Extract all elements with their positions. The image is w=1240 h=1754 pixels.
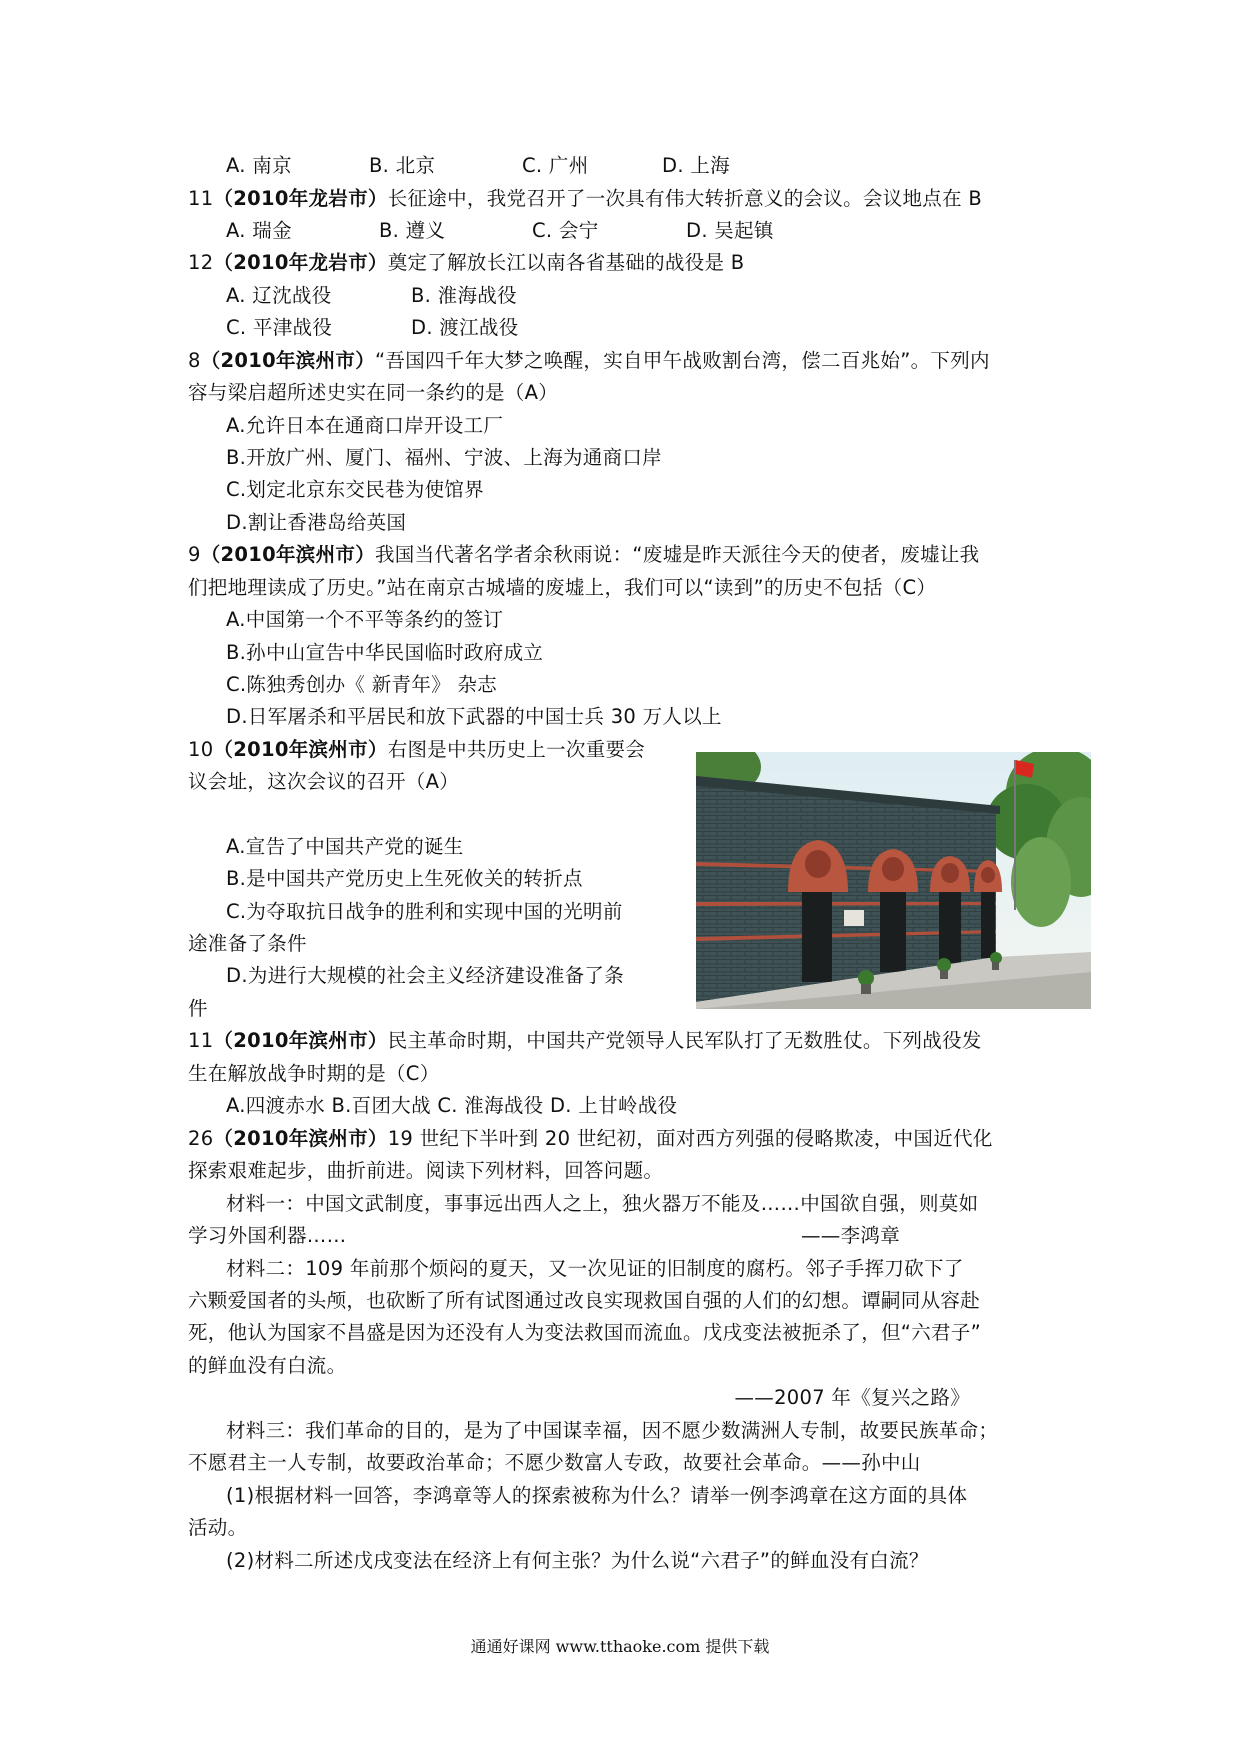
building-illustration — [696, 752, 1091, 1009]
option-d: D. 上海 — [662, 154, 730, 177]
material-2-line1: 材料二：109 年前那个烦闷的夏天，又一次见证的旧制度的腐朽。邻子手挥刀砍下了 — [226, 1257, 964, 1280]
material-1-author: ——李鸿章 — [801, 1224, 900, 1247]
q11-binzhou-stem1: 11（2010年滨州市）民主革命时期，中国共产党领导人民军队打了无数胜仗。下列战役发 — [188, 1029, 982, 1052]
q26-binzhou-stem1: 26（2010年滨州市）19 世纪下半叶到 20 世纪初，面对西方列强的侵略欺凌，中国近代化 — [188, 1127, 993, 1150]
q9-binzhou-stem2: 们把地理读成了历史。”站在南京古城墙的废墟上，我们可以“读到”的历史不包括（C） — [188, 576, 937, 599]
material-2-line2: 六颗爱国者的头颅，也砍断了所有试图通过改良实现救国自强的人们的幻想。谭嗣同从容赴 — [188, 1289, 981, 1312]
q11-binzhou-options: A.四渡赤水 B.百团大战 C. 淮海战役 D. 上甘岭战役 — [226, 1094, 678, 1117]
q8-option-b: B.开放广州、厦门、福州、宁波、上海为通商口岸 — [226, 446, 662, 469]
option-a: A. 南京 — [226, 154, 292, 177]
prev-options — [226, 154, 1106, 178]
material-2-source: ——2007 年《复兴之路》 — [734, 1386, 970, 1409]
option-b: B. 北京 — [369, 154, 436, 177]
q10-option-d: D.为进行大规模的社会主义经济建设准备了条 — [226, 964, 625, 987]
footer-download-note: 通通好课网 www.tthaoke.com 提供下载 — [470, 1637, 770, 1656]
q9-option-c: C.陈独秀创办《 新青年》 杂志 — [226, 673, 498, 696]
q8-binzhou-stem1: 8（2010年滨州市）“吾国四千年大梦之唤醒，实自甲午战败割台湾，偿二百兆始”。下列内 — [188, 349, 990, 372]
q8-binzhou-stem2: 容与梁启超所述史实在同一条约的是（A） — [188, 381, 559, 404]
q11-binzhou-stem2: 生在解放战争时期的是（C） — [188, 1062, 440, 1085]
meeting-site-photo — [696, 752, 1091, 1009]
material-2-line3: 死，他认为国家不昌盛是因为还没有人为变法救国而流血。戊戌变法被扼杀了，但“六君子” — [188, 1321, 982, 1344]
sub-question-2-line1: (2)材料二所述戊戌变法在经济上有何主张？为什么说“六君子”的鲜血没有白流？ — [226, 1549, 929, 1572]
q8-option-a: A.允许日本在通商口岸开设工厂 — [226, 414, 504, 437]
sub-question-1-line2: 活动。 — [188, 1516, 248, 1539]
q26-binzhou-stem2: 探索艰难起步，曲折前进。阅读下列材料，回答问题。 — [188, 1159, 664, 1182]
q10-option-c: C.为夺取抗日战争的胜利和实现中国的光明前 — [226, 900, 623, 923]
q9-option-b: B.孙中山宣告中华民国临时政府成立 — [226, 641, 544, 664]
q10-option-b: B.是中国共产党历史上生死攸关的转折点 — [226, 867, 583, 890]
material-1-line1: 材料一：中国文武制度，事事远出西人之上，独火器万不能及……中国欲自强，则莫如 — [226, 1192, 979, 1215]
q12-longyan-stem: 12（2010年龙岩市）奠定了解放长江以南各省基础的战役是 B — [188, 251, 745, 274]
q10-option-c-cont: 途准备了条件 — [188, 932, 307, 955]
material-3-line1: 材料三：我们革命的目的，是为了中国谋幸福，因不愿少数满洲人专制，故要民族革命； — [226, 1419, 999, 1442]
q12-longyan-options-row2: C. 平津战役 D. 渡江战役 — [226, 316, 519, 339]
q10-option-d-cont: 件 — [188, 997, 208, 1020]
option-c: C. 广州 — [522, 154, 589, 177]
q8-option-d: D.割让香港岛给英国 — [226, 511, 407, 534]
q11-longyan-stem: 11（2010年龙岩市）长征途中，我党召开了一次具有伟大转折意义的会议。会议地点在 B — [188, 187, 983, 210]
q8-option-c: C.划定北京东交民巷为使馆界 — [226, 478, 485, 501]
sub-question-1-line1: (1)根据材料一回答，李鸿章等人的探索被称为什么？请举一例李鸿章在这方面的具体 — [226, 1484, 968, 1507]
q9-option-a: A.中国第一个不平等条约的签订 — [226, 608, 504, 631]
q10-binzhou-stem1: 10（2010年滨州市）右图是中共历史上一次重要会 — [188, 738, 646, 761]
q11-longyan-options: A. 瑞金 B. 遵义 C. 会宁 D. 吴起镇 — [226, 219, 774, 242]
material-2-line4: 的鲜血没有白流。 — [188, 1354, 347, 1377]
material-1-line2: 学习外国利器…… — [188, 1224, 347, 1247]
q10-option-a: A.宣告了中国共产党的诞生 — [226, 835, 464, 858]
material-3-line2: 不愿君主一人专制，故要政治革命；不愿少数富人专政，故要社会革命。——孙中山 — [188, 1451, 921, 1474]
q9-option-d: D.日军屠杀和平居民和放下武器的中国士兵 30 万人以上 — [226, 705, 722, 728]
q12-longyan-options-row1: A. 辽沈战役 B. 淮海战役 — [226, 284, 517, 307]
q10-binzhou-stem2: 议会址，这次会议的召开（A） — [188, 770, 460, 793]
q9-binzhou-stem1: 9（2010年滨州市）我国当代著名学者余秋雨说：“废墟是昨天派往今天的使者，废墟让我 — [188, 543, 980, 566]
